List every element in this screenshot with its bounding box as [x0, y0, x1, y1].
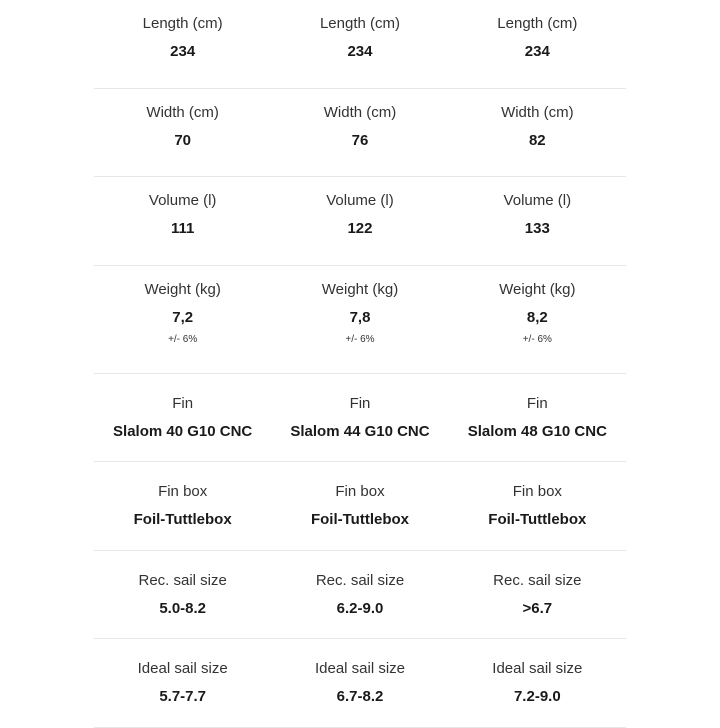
spec-label: Rec. sail size	[138, 571, 227, 589]
spec-label: Length (cm)	[319, 15, 401, 32]
spec-cell	[271, 177, 448, 265]
spec-row-ideal-sail-size	[94, 639, 626, 728]
spec-value: Slalom 44 G10 CNC	[290, 422, 430, 440]
spec-value: 111	[170, 220, 195, 237]
spec-label: Fin	[172, 394, 194, 412]
spec-value: 133	[524, 220, 550, 237]
spec-label: Length (cm)	[142, 15, 223, 32]
spec-cell	[449, 462, 626, 550]
spec-value: 234	[524, 43, 550, 60]
spec-cell	[449, 551, 626, 639]
spec-label: Volume (l)	[148, 192, 217, 209]
spec-value: 5.7-7.7	[159, 688, 207, 705]
spec-label: Rec. sail size	[493, 571, 582, 589]
spec-value: 76	[351, 131, 369, 149]
spec-value: Foil-Tuttlebox	[488, 511, 587, 528]
spec-value: Slalom 48 G10 CNC	[467, 422, 607, 440]
spec-row-rec-sail-size	[94, 551, 626, 640]
spec-cell	[271, 551, 448, 639]
spec-row-volume	[94, 177, 626, 266]
weight-tolerance-note: +/- 6%	[345, 333, 375, 345]
spec-label: Width (cm)	[146, 103, 219, 121]
spec-value: Foil-Tuttlebox	[310, 511, 410, 528]
spec-label: Width (cm)	[501, 103, 574, 121]
spec-cell	[94, 462, 271, 550]
spec-value: Foil-Tuttlebox	[133, 511, 232, 528]
spec-cell	[94, 551, 271, 639]
spec-cell	[449, 177, 626, 265]
spec-label: Volume (l)	[503, 192, 572, 209]
spec-value: 82	[528, 131, 546, 149]
spec-label: Width (cm)	[323, 103, 397, 121]
spec-label: Ideal sail size	[314, 660, 406, 677]
spec-row-width	[94, 89, 626, 178]
spec-label: Length (cm)	[497, 15, 578, 32]
spec-cell	[449, 639, 626, 727]
spec-cell	[94, 266, 271, 373]
spec-cell	[271, 462, 448, 550]
spec-cell	[449, 89, 626, 177]
spec-row-fin	[94, 374, 626, 463]
spec-cell	[449, 0, 626, 88]
spec-cell	[449, 266, 626, 373]
spec-value: 6.7-8.2	[336, 688, 384, 705]
spec-value: 7.2-9.0	[513, 688, 561, 705]
spec-value: 8,2	[526, 308, 548, 326]
spec-label: Fin box	[512, 483, 562, 500]
spec-cell	[94, 89, 271, 177]
spec-value: Slalom 40 G10 CNC	[113, 422, 253, 440]
spec-value: 234	[170, 43, 196, 60]
weight-tolerance-note: +/- 6%	[522, 333, 552, 345]
spec-cell	[271, 89, 448, 177]
spec-label: Ideal sail size	[137, 660, 228, 677]
spec-value: 122	[347, 220, 373, 237]
spec-value: 234	[347, 43, 373, 60]
spec-value: 7,2	[172, 308, 194, 326]
spec-cell	[271, 374, 448, 462]
spec-cell	[94, 374, 271, 462]
spec-label: Fin box	[158, 483, 208, 500]
spec-label: Ideal sail size	[492, 660, 583, 677]
spec-label: Rec. sail size	[315, 571, 405, 589]
spec-value: 6.2-9.0	[336, 599, 384, 617]
spec-label: Fin box	[335, 483, 385, 500]
spec-cell	[271, 266, 448, 373]
spec-label: Weight (kg)	[144, 280, 221, 298]
weight-tolerance-note: +/- 6%	[168, 333, 198, 345]
spec-cell	[449, 374, 626, 462]
spec-value: 5.0-8.2	[159, 599, 207, 617]
spec-cell	[271, 0, 448, 88]
spec-value: >6.7	[522, 599, 553, 617]
spec-label: Fin	[526, 394, 548, 412]
spec-cell	[94, 639, 271, 727]
spec-label: Weight (kg)	[321, 280, 399, 298]
spec-row-fin-box	[94, 462, 626, 551]
spec-cell	[271, 639, 448, 727]
spec-cell	[94, 177, 271, 265]
spec-label: Volume (l)	[326, 192, 394, 209]
spec-value: 70	[174, 131, 191, 149]
spec-cell	[94, 0, 271, 88]
spec-row-length	[94, 0, 626, 89]
spec-value: 7,8	[349, 308, 371, 326]
spec-row-weight	[94, 266, 626, 374]
spec-table	[94, 0, 626, 728]
spec-label: Weight (kg)	[499, 280, 576, 298]
spec-label: Fin	[349, 394, 371, 412]
